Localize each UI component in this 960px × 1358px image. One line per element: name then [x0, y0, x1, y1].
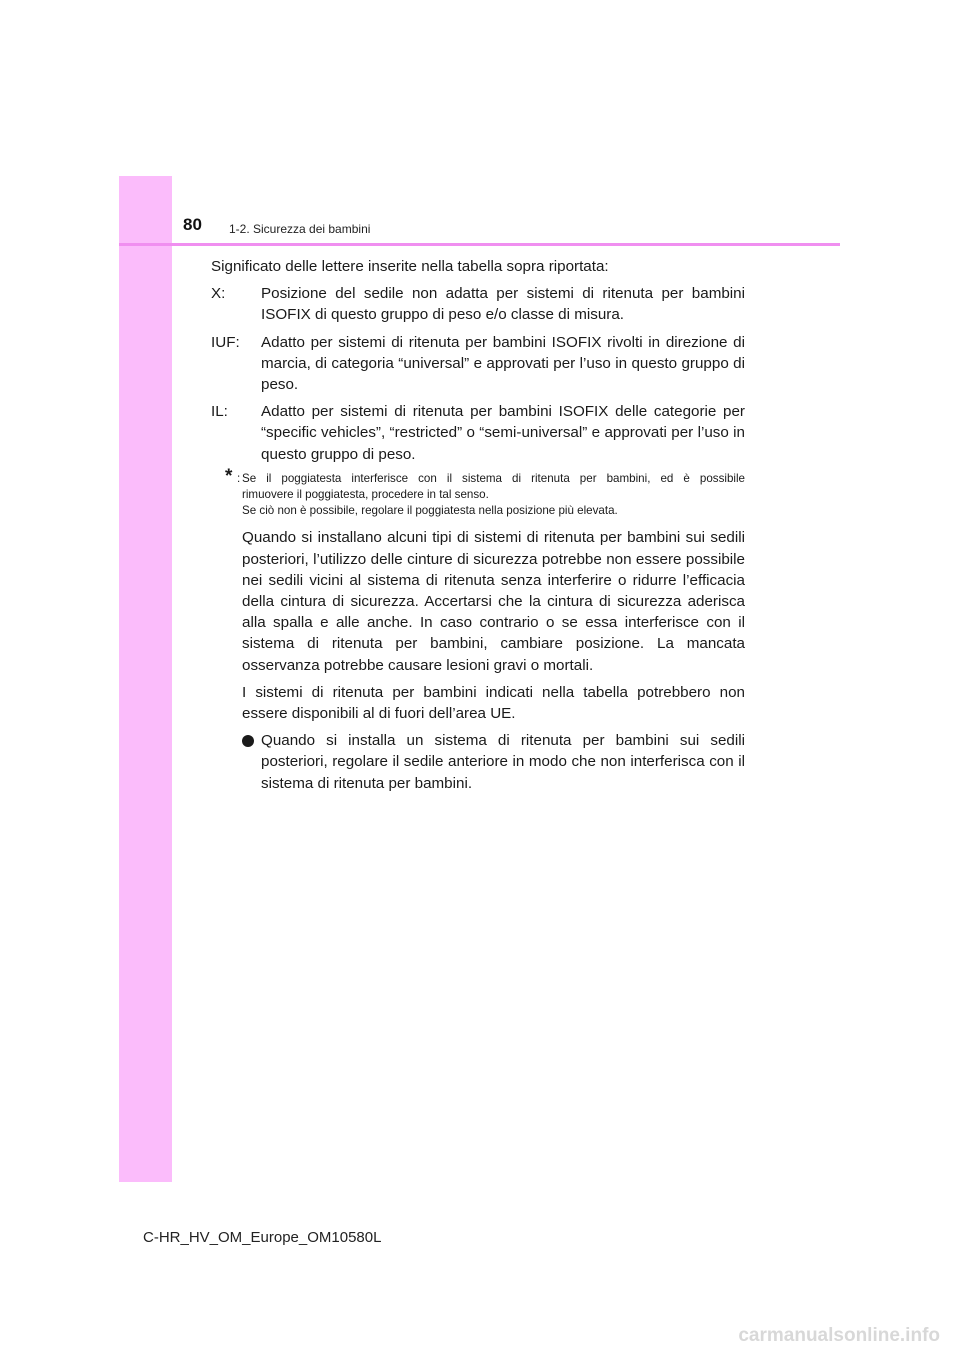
definition-item [211, 401, 745, 465]
definition-text: Posizione del sedile non adatta per sistemi di ritenuta per bambini ISOFIX di questo gruppo di peso e/o classe di misura. [261, 285, 745, 324]
footnote-line: rimuovere il poggiatesta, procedere in tal senso. [242, 488, 489, 502]
footnote-line: Se il poggiatesta interferisce con il sistema di ritenuta per bambini, ed è possibile [242, 471, 745, 485]
definition-key: IUF: [211, 333, 240, 351]
footnote [211, 465, 745, 520]
header-rule [119, 243, 840, 246]
bullet-dot-icon [242, 735, 254, 747]
body-paragraph: Quando si installano alcuni tipi di sistemi di ritenuta per bambini sui sedili posteriori, l’utilizzo delle cinture di sicurezza potrebbe non essere possibile nei sedili vicini al sistema di ritenuta senza interferire o ridurre l’efficacia della cintura di sicurezza. Accertarsi che la cintura di sicurezza aderisca alla spalla e alle anche. In caso contrario o se essa interferisce con il sistema di ritenuta per bambini, cambiare posizione. La mancata osservanza potrebbe causare lesioni gravi o mortali. [242, 529, 745, 674]
page-content [211, 256, 745, 794]
definition-text: Adatto per sistemi di ritenuta per bambini ISOFIX rivolti in direzione di marcia, di categoria “universal” e approvati per l’uso in questo gruppo di peso. [261, 333, 745, 394]
body-paragraph: I sistemi di ritenuta per bambini indicati nella tabella potrebbero non essere disponibili al di fuori dell’area UE. [242, 683, 745, 723]
bullet-item [211, 730, 745, 794]
definition-item [211, 283, 745, 325]
document-id: C-HR_HV_OM_Europe_OM10580L [143, 1229, 382, 1246]
watermark: carmanualsonline.info [738, 1325, 940, 1346]
footnote-colon: : [237, 471, 241, 485]
definition-key: X: [211, 285, 226, 303]
definition-text: Adatto per sistemi di ritenuta per bambini ISOFIX delle categorie per “specific vehicles”, “restricted” o “semi-universal” e approvati per l’uso in questo gruppo di peso. [261, 403, 745, 463]
bullet-text: Quando si installa un sistema di ritenuta per bambini sui sedili posteriori, regolare il sedile anteriore in modo che non interferisca con il sistema di ritenuta per bambini. [261, 732, 745, 792]
page-number: 80 [183, 215, 202, 234]
section-title: 1-2. Sicurezza dei bambini [229, 222, 371, 236]
chapter-sidebar-tab [119, 176, 172, 1182]
definition-item [211, 332, 745, 396]
intro-text: Significato delle lettere inserite nella tabella sopra riportata: [211, 258, 609, 275]
definition-key: IL: [211, 403, 228, 421]
footnote-line: Se ciò non è possibile, regolare il poggiatesta nella posizione più elevata. [242, 504, 618, 518]
footnote-star-icon: * [225, 465, 233, 487]
